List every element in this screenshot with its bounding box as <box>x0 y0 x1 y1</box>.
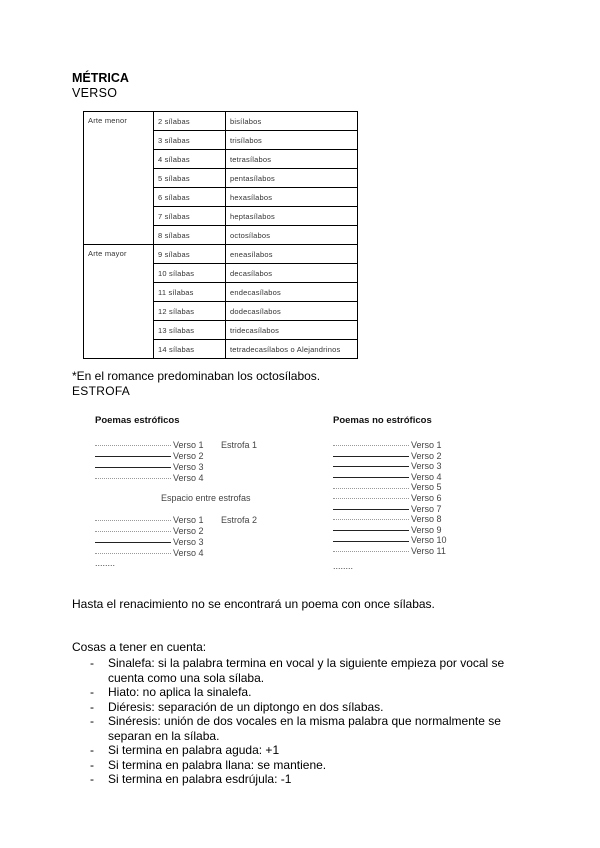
syllable-count-cell: 4 sílabas <box>154 150 226 169</box>
verse-dash <box>333 551 409 552</box>
metric-table <box>83 111 358 359</box>
verse-dash <box>333 498 409 499</box>
verse-line <box>95 440 204 450</box>
category-cell: Arte menor <box>84 112 154 245</box>
verse-line <box>333 493 442 503</box>
bullet-dash: - <box>90 685 94 699</box>
verse-name-cell: heptasílabos <box>226 207 358 226</box>
list-item <box>72 700 518 715</box>
metric-row <box>84 112 358 131</box>
metric-row <box>84 245 358 264</box>
cosas-list <box>72 656 518 787</box>
bullet-dash: - <box>90 743 94 757</box>
verse-label: Verso 1 <box>173 440 204 450</box>
stanza-gap-label: Espacio entre estrofas <box>161 493 251 503</box>
list-item <box>72 685 518 700</box>
category-cell: Arte mayor <box>84 245 154 359</box>
verse-dash <box>333 445 409 446</box>
bullet-dash: - <box>90 699 94 714</box>
verse-line <box>95 537 204 547</box>
list-item <box>72 743 518 758</box>
list-item-text: Si termina en palabra esdrújula: -1 <box>108 772 292 786</box>
verse-label: Verso 8 <box>411 514 442 525</box>
verse-line <box>333 514 442 524</box>
renacimiento-paragraph: Hasta el renacimiento no se encontrará un poema con once sílabas. <box>72 597 435 611</box>
list-item <box>72 758 518 773</box>
verse-name-cell: decasílabos <box>226 264 358 283</box>
list-item <box>72 656 518 685</box>
verse-line <box>95 451 204 461</box>
verse-name-cell: hexasílabos <box>226 188 358 207</box>
verse-name-cell: endecasílabos <box>226 283 358 302</box>
verse-label: Verso 2 <box>173 526 204 536</box>
verse-name-cell: tetrasílabos <box>226 150 358 169</box>
verse-line <box>95 515 204 525</box>
list-item-text: Diéresis: separación de un diptongo en dos sílabas. <box>108 699 384 714</box>
verse-line <box>95 548 204 558</box>
verse-line <box>333 461 442 471</box>
estrofa-1-label: Estrofa 1 <box>221 440 258 450</box>
page-title: MÉTRICA <box>72 71 129 85</box>
section-title-estrofa: ESTROFA <box>72 384 131 398</box>
syllable-count-cell: 14 sílabas <box>154 340 226 359</box>
cosas-section <box>72 640 518 787</box>
verse-name-cell: dodecasílabos <box>226 302 358 321</box>
syllable-count-cell: 2 sílabas <box>154 112 226 131</box>
list-item-text: Sinéresis: unión de dos vocales en la misma palabra que normalmente se separan en la sílaba. <box>108 714 501 743</box>
verse-line <box>333 535 447 545</box>
cosas-heading: Cosas a tener en cuenta: <box>72 640 207 654</box>
verse-dash <box>95 478 171 479</box>
verse-name-cell: octosílabos <box>226 226 358 245</box>
bullet-dash: - <box>90 656 94 670</box>
list-item-text: Si termina en palabra llana: se mantiene. <box>108 757 327 772</box>
list-item-text: Si termina en palabra aguda: +1 <box>108 743 280 757</box>
verse-name-cell: tetradecasílabos o Alejandrinos <box>226 340 358 359</box>
verse-label: Verso 11 <box>411 546 446 556</box>
verse-line <box>333 472 442 482</box>
verse-label: Verso 4 <box>173 473 204 483</box>
verse-name-cell: bisílabos <box>226 112 358 131</box>
verse-dash <box>333 466 409 467</box>
syllable-count-cell: 12 sílabas <box>154 302 226 321</box>
verse-label: Verso 7 <box>411 503 442 514</box>
verse-line <box>333 504 442 514</box>
verse-line <box>95 473 204 483</box>
syllable-count-cell: 3 sílabas <box>154 131 226 150</box>
verse-dash <box>333 456 409 457</box>
verse-dash <box>333 477 409 478</box>
verse-name-cell: pentasílabos <box>226 169 358 188</box>
verse-dash <box>95 520 171 521</box>
right-ellipsis: ........ <box>333 561 354 571</box>
right-column-title: Poemas no estróficos <box>333 415 432 426</box>
verse-label: Verso 3 <box>173 537 204 547</box>
verse-label: Verso 3 <box>173 462 204 472</box>
verse-label: Verso 9 <box>411 524 442 535</box>
syllable-count-cell: 7 sílabas <box>154 207 226 226</box>
verse-label: Verso 4 <box>173 548 204 558</box>
estrofa-diagram <box>95 411 455 581</box>
verse-line <box>333 546 446 556</box>
verse-dash <box>333 541 409 542</box>
verse-label: Verso 3 <box>411 461 442 472</box>
list-item-text: Hiato: no aplica la sinalefa. <box>108 685 252 699</box>
verse-name-cell: eneasílabos <box>226 245 358 264</box>
left-column-title: Poemas estróficos <box>95 415 180 426</box>
verse-line <box>333 440 442 450</box>
verse-line <box>333 482 442 492</box>
verse-line <box>95 526 204 536</box>
verse-dash <box>333 519 409 520</box>
verse-label: Verso 1 <box>411 440 442 450</box>
verse-label: Verso 6 <box>411 493 442 503</box>
syllable-count-cell: 10 sílabas <box>154 264 226 283</box>
left-ellipsis: ........ <box>95 558 116 568</box>
bullet-dash: - <box>90 714 94 728</box>
estrofa-2-label: Estrofa 2 <box>221 515 258 525</box>
syllable-count-cell: 6 sílabas <box>154 188 226 207</box>
romance-note: *En el romance predominaban los octosílabos. <box>72 369 321 383</box>
verse-label: Verso 10 <box>411 535 447 546</box>
verse-dash <box>95 456 171 457</box>
syllable-count-cell: 13 sílabas <box>154 321 226 340</box>
verse-dash <box>95 553 171 554</box>
list-item <box>72 772 518 787</box>
verse-dash <box>95 445 171 446</box>
verse-name-cell: trisílabos <box>226 131 358 150</box>
section-title-verso: VERSO <box>72 86 118 100</box>
syllable-count-cell: 9 sílabas <box>154 245 226 264</box>
verse-label: Verso 2 <box>173 451 204 461</box>
syllable-count-cell: 5 sílabas <box>154 169 226 188</box>
verse-line <box>333 451 442 461</box>
syllable-count-cell: 11 sílabas <box>154 283 226 302</box>
verse-line <box>95 462 204 472</box>
verse-dash <box>95 467 171 468</box>
list-item <box>72 714 518 743</box>
verse-label: Verso 1 <box>173 515 204 525</box>
verse-line <box>333 525 442 535</box>
list-item-text: Sinalefa: si la palabra termina en vocal y la siguiente empieza por vocal se cuenta como una sola sílaba. <box>108 656 505 685</box>
verse-label: Verso 5 <box>411 482 442 493</box>
verse-dash <box>333 509 409 510</box>
syllable-count-cell: 8 sílabas <box>154 226 226 245</box>
verse-label: Verso 4 <box>411 471 442 482</box>
bullet-dash: - <box>90 757 94 772</box>
verse-dash <box>333 530 409 531</box>
verse-dash <box>95 542 171 543</box>
verse-label: Verso 2 <box>411 450 442 461</box>
verse-dash <box>333 488 409 489</box>
verse-name-cell: tridecasílabos <box>226 321 358 340</box>
verse-dash <box>95 531 171 532</box>
bullet-dash: - <box>90 772 94 786</box>
